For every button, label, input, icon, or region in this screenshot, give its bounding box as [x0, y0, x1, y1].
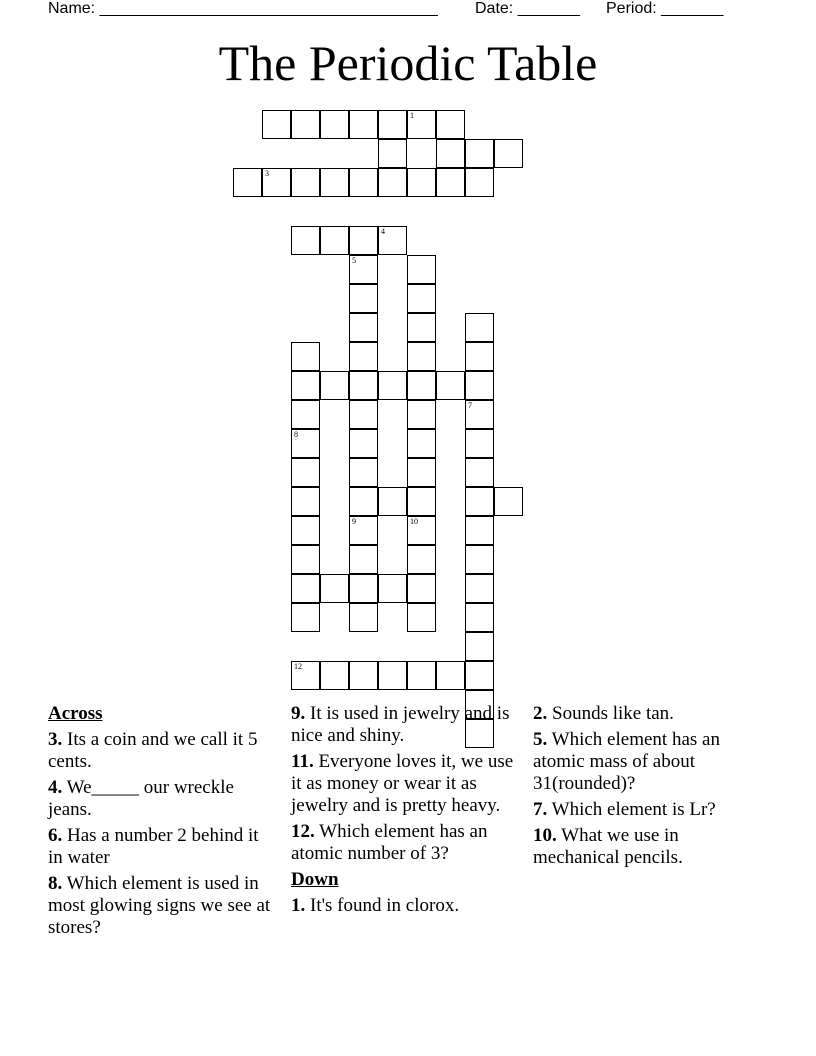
crossword-cell[interactable] [407, 313, 436, 342]
crossword-cell[interactable] [349, 574, 378, 603]
crossword-cell[interactable] [320, 110, 349, 139]
crossword-cell[interactable] [291, 487, 320, 516]
crossword-cell[interactable] [378, 487, 407, 516]
clue-number-label: 7 [468, 401, 472, 410]
crossword-cell[interactable] [291, 342, 320, 371]
crossword-cell[interactable] [465, 313, 494, 342]
crossword-cell[interactable] [407, 168, 436, 197]
crossword-cell[interactable] [349, 400, 378, 429]
clue-text: It's found in clorox. [305, 895, 460, 916]
clues-column-1 [48, 703, 278, 943]
crossword-cell[interactable] [349, 342, 378, 371]
crossword-cell[interactable] [291, 661, 320, 690]
crossword-cell[interactable] [291, 574, 320, 603]
crossword-cell[interactable] [320, 226, 349, 255]
crossword-cell[interactable] [291, 168, 320, 197]
crossword-cell[interactable] [233, 168, 262, 197]
crossword-cell[interactable] [465, 400, 494, 429]
date-field[interactable]: Date: _______ [475, 0, 580, 17]
clue-number: 6. [48, 825, 63, 846]
crossword-cell[interactable] [349, 516, 378, 545]
clue-number: 3. [48, 729, 63, 750]
clue-text: Sounds like tan. [547, 703, 674, 724]
crossword-cell[interactable] [465, 139, 494, 168]
clue-text: Everyone loves it, we use it as money or wear it as jewelry and is pretty heavy. [291, 751, 514, 816]
clue-number-label: 8 [294, 430, 298, 439]
crossword-cell[interactable] [349, 313, 378, 342]
crossword-cell[interactable] [349, 371, 378, 400]
crossword-cell[interactable] [407, 603, 436, 632]
clue-number: 12. [291, 821, 315, 842]
crossword-cell[interactable] [465, 545, 494, 574]
clue-text: Its a coin and we call it 5 cents. [48, 729, 258, 772]
period-field[interactable]: Period: _______ [606, 0, 724, 17]
crossword-cell[interactable] [407, 545, 436, 574]
clue-text: Which element has an atomic number of 3? [291, 821, 488, 864]
crossword-cell[interactable] [465, 632, 494, 661]
crossword-cell[interactable] [465, 516, 494, 545]
clue-text: We_____ our wreckle jeans. [48, 777, 234, 820]
clue-across-4 [48, 777, 278, 821]
clue-text: Has a number 2 behind it in water [48, 825, 259, 868]
crossword-cell[interactable] [436, 139, 465, 168]
crossword-cell[interactable] [465, 661, 494, 690]
clue-number-label: 3 [265, 169, 269, 178]
crossword-cell[interactable] [436, 110, 465, 139]
crossword-cell[interactable] [407, 487, 436, 516]
clue-number: 10. [533, 825, 557, 846]
crossword-cell[interactable] [320, 371, 349, 400]
crossword-cell[interactable] [407, 429, 436, 458]
crossword-cell[interactable] [378, 139, 407, 168]
name-field[interactable]: Name: ______________________________________ [48, 0, 438, 17]
crossword-cell[interactable] [349, 661, 378, 690]
crossword-cell[interactable] [378, 661, 407, 690]
clue-text: Which element is Lr? [547, 799, 716, 820]
crossword-cell[interactable] [378, 168, 407, 197]
crossword-cell[interactable] [436, 168, 465, 197]
crossword-cell[interactable] [291, 400, 320, 429]
clue-text: Which element has an atomic mass of about 31(rounded)? [533, 729, 720, 794]
student-info-header [48, 0, 748, 20]
crossword-cell[interactable] [291, 603, 320, 632]
crossword-cell[interactable] [349, 226, 378, 255]
clue-number: 5. [533, 729, 548, 750]
clue-across-3 [48, 729, 278, 773]
crossword-cell[interactable] [465, 342, 494, 371]
crossword-cell[interactable] [291, 226, 320, 255]
crossword-cell[interactable] [465, 429, 494, 458]
crossword-cell[interactable] [378, 110, 407, 139]
crossword-cell[interactable] [349, 110, 378, 139]
crossword-cell[interactable] [349, 168, 378, 197]
clue-number: 4. [48, 777, 63, 798]
crossword-cell[interactable] [349, 429, 378, 458]
clue-down-7 [533, 799, 768, 821]
clues-column-2 [291, 703, 521, 921]
crossword-cell[interactable] [291, 110, 320, 139]
crossword-cell[interactable] [407, 574, 436, 603]
clue-number: 7. [533, 799, 548, 820]
crossword-cell[interactable] [494, 139, 523, 168]
clue-across-6 [48, 825, 278, 869]
crossword-cell[interactable] [291, 545, 320, 574]
crossword-cell[interactable] [407, 661, 436, 690]
clue-number-label: 10 [410, 517, 418, 526]
clue-number: 11. [291, 751, 314, 772]
clue-down-10 [533, 825, 768, 869]
crossword-cell[interactable] [378, 574, 407, 603]
crossword-cell[interactable] [436, 371, 465, 400]
crossword-cell[interactable] [349, 458, 378, 487]
crossword-cell[interactable] [465, 487, 494, 516]
clue-across-8 [48, 873, 278, 939]
clue-down-2 [533, 703, 768, 725]
crossword-cell[interactable] [262, 110, 291, 139]
clue-text: Which element is used in most glowing signs we see at stores? [48, 873, 271, 938]
crossword-cell[interactable] [465, 574, 494, 603]
crossword-cell[interactable] [291, 458, 320, 487]
crossword-cell[interactable] [320, 574, 349, 603]
crossword-cell[interactable] [436, 661, 465, 690]
crossword-cell[interactable] [349, 545, 378, 574]
crossword-cell[interactable] [407, 458, 436, 487]
across-heading: Across [48, 703, 103, 724]
crossword-cell[interactable] [465, 458, 494, 487]
crossword-cell[interactable] [291, 516, 320, 545]
crossword-cell[interactable] [465, 168, 494, 197]
page-title: The Periodic Table [218, 35, 598, 91]
clue-number: 2. [533, 703, 548, 724]
clue-down-5 [533, 729, 768, 795]
clue-down-1 [291, 895, 521, 917]
crossword-cell[interactable] [407, 400, 436, 429]
crossword-cell[interactable] [349, 284, 378, 313]
crossword-cell[interactable] [407, 371, 436, 400]
crossword-cell[interactable] [494, 487, 523, 516]
clue-number: 1. [291, 895, 306, 916]
crossword-cell[interactable] [349, 255, 378, 284]
crossword-cell[interactable] [407, 342, 436, 371]
crossword-cell[interactable] [407, 110, 436, 139]
crossword-cell[interactable] [349, 603, 378, 632]
crossword-cell[interactable] [407, 284, 436, 313]
clue-number-label: 1 [410, 111, 414, 120]
clue-number-label: 12 [294, 662, 302, 671]
clues-column-3 [533, 703, 768, 873]
crossword-cell[interactable] [407, 516, 436, 545]
crossword-cell[interactable] [407, 255, 436, 284]
crossword-cell[interactable] [262, 168, 291, 197]
crossword-cell[interactable] [291, 371, 320, 400]
clue-number: 8. [48, 873, 63, 894]
clue-text: What we use in mechanical pencils. [533, 825, 683, 868]
crossword-cell[interactable] [378, 371, 407, 400]
down-heading: Down [291, 869, 339, 890]
crossword-cell[interactable] [291, 429, 320, 458]
clue-across-11 [291, 751, 521, 817]
crossword-cell[interactable] [378, 226, 407, 255]
crossword-cell[interactable] [465, 371, 494, 400]
crossword-cell[interactable] [465, 603, 494, 632]
clue-number-label: 5 [352, 256, 356, 265]
clue-number: 9. [291, 703, 306, 724]
clue-number-label: 4 [381, 227, 385, 236]
clue-across-12 [291, 821, 521, 865]
crossword-cell[interactable] [320, 168, 349, 197]
clue-number-label: 9 [352, 517, 356, 526]
crossword-cell[interactable] [320, 661, 349, 690]
crossword-cell[interactable] [349, 487, 378, 516]
clue-text: It is used in jewelry and is nice and shiny. [291, 703, 510, 746]
clue-across-9 [291, 703, 521, 747]
